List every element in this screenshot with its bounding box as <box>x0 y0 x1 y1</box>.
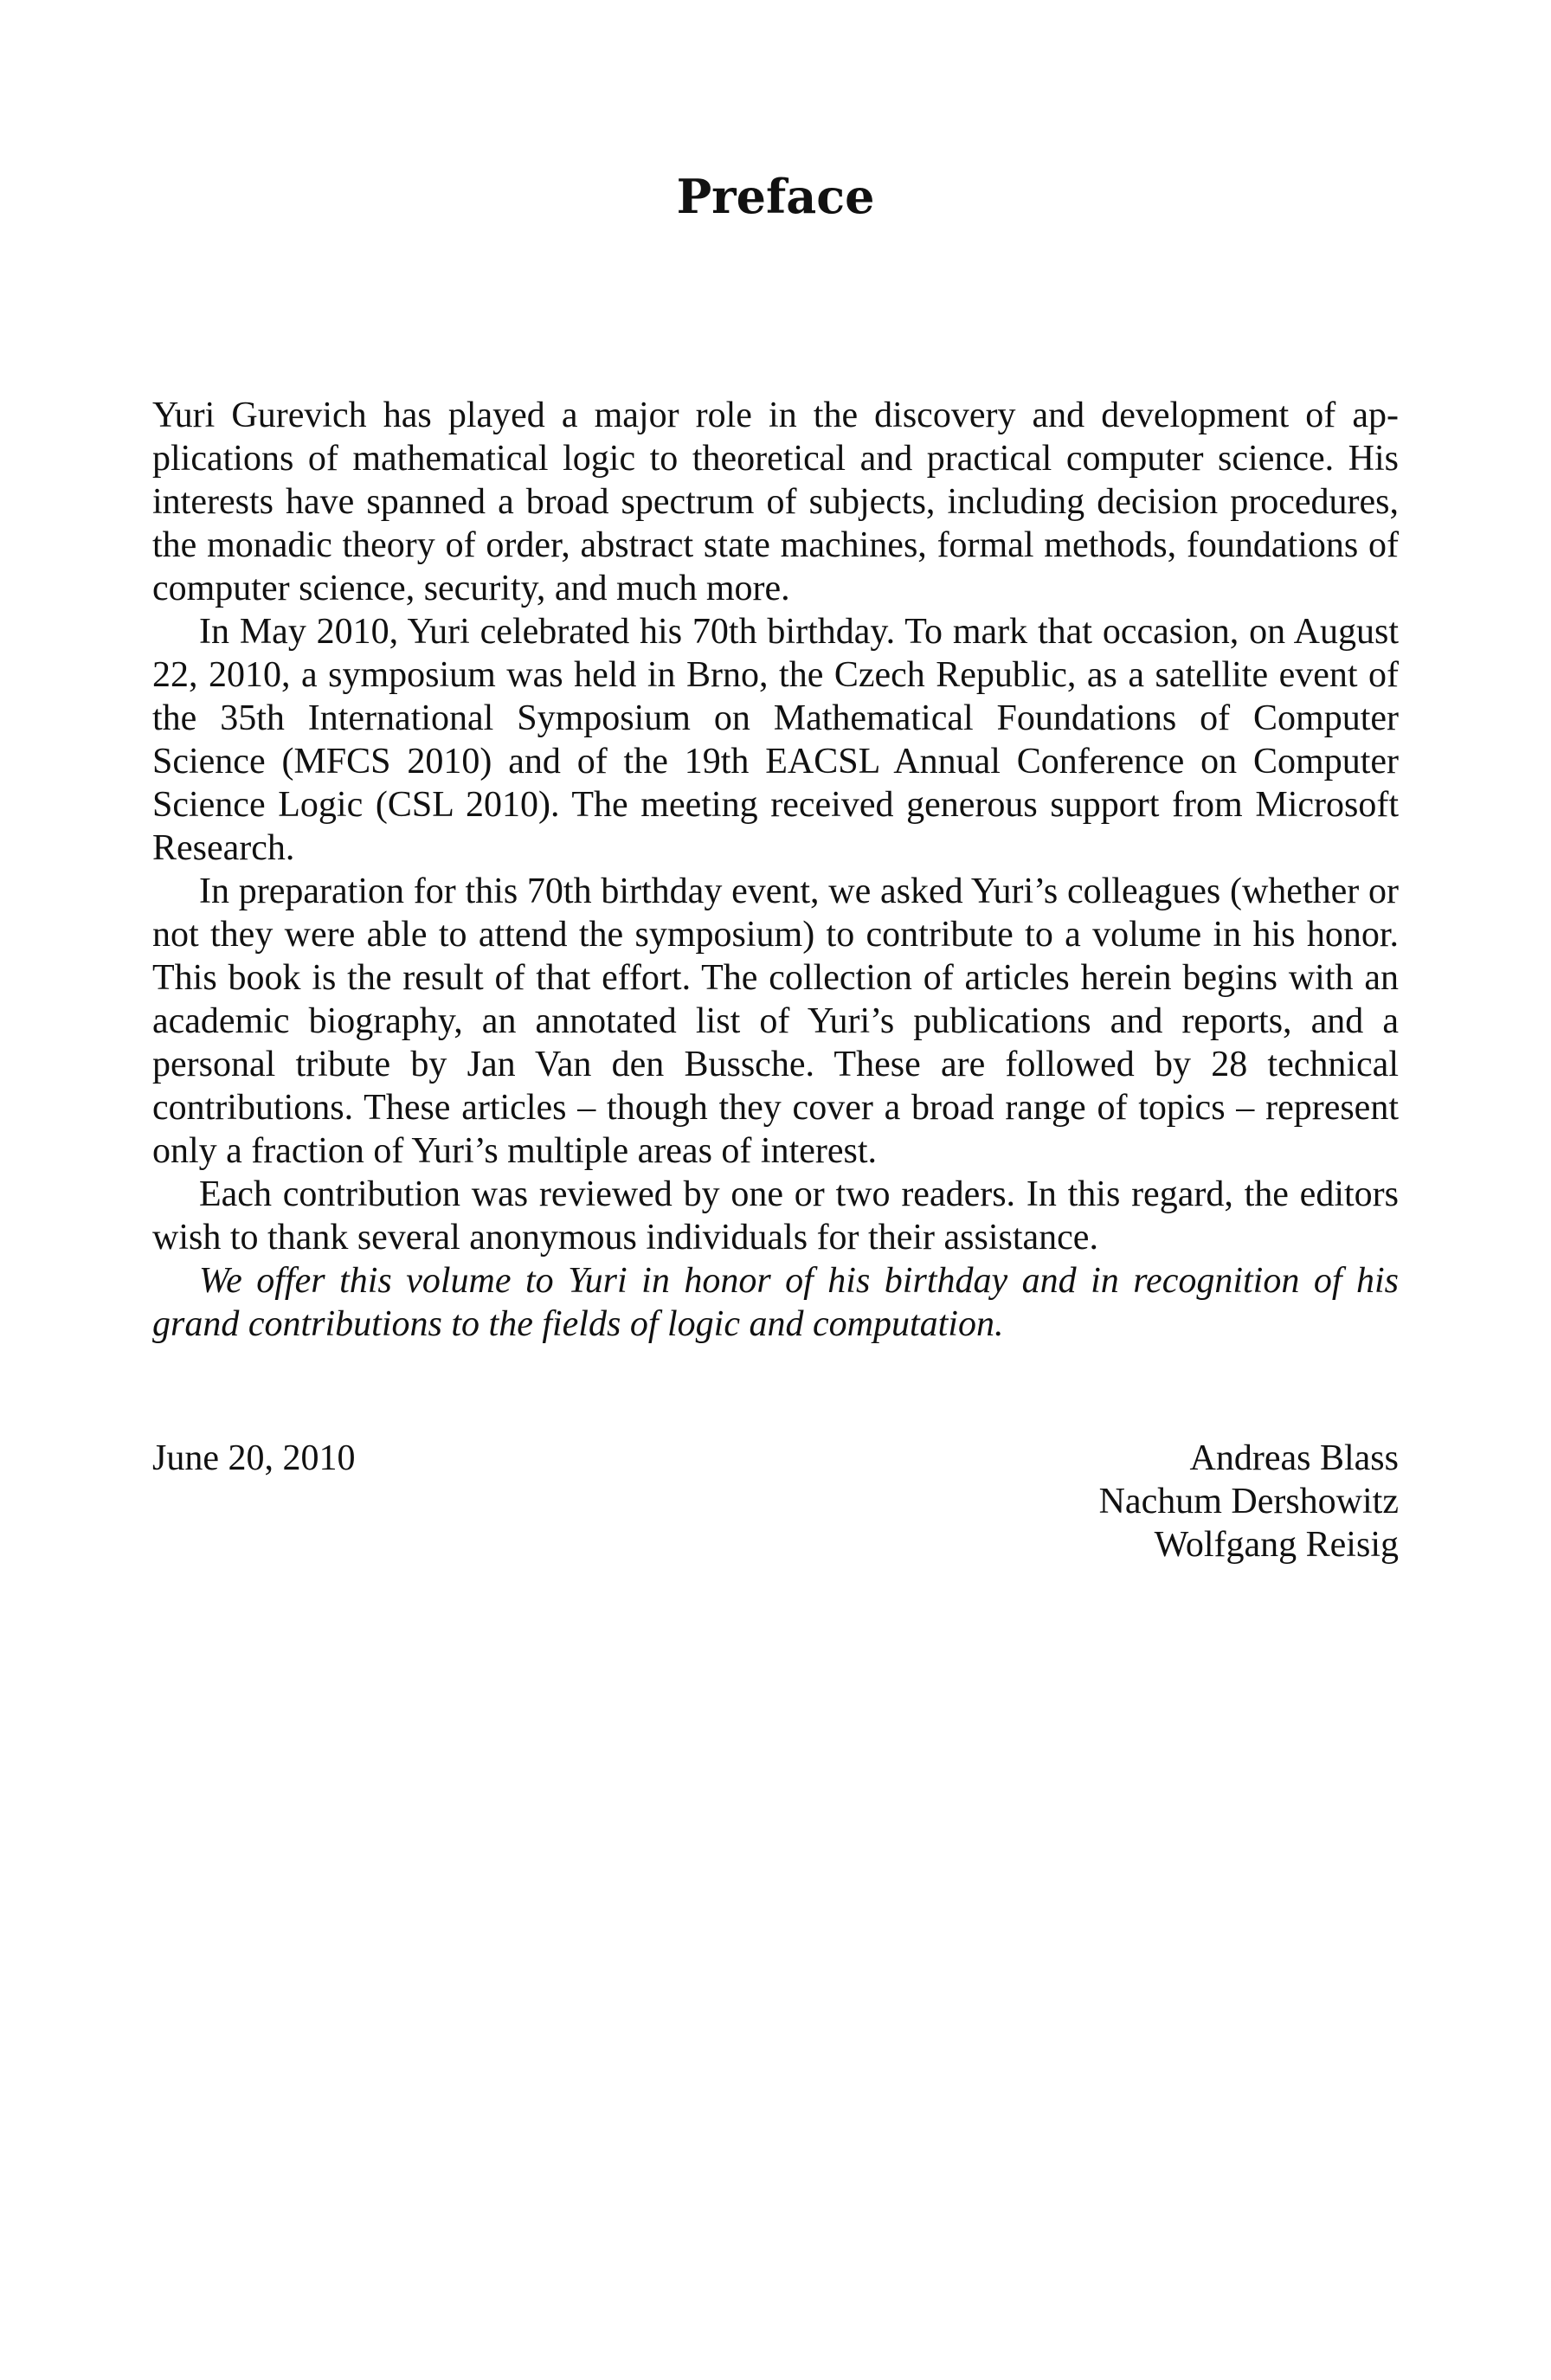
editor-list <box>1099 1437 1399 1566</box>
editor-name: Nachum Dershowitz <box>1098 1482 1399 1521</box>
paragraph-dedication: We offer this volume to Yuri in honor of his birthday and in recognition of his grand contributions to the fields of logic and computation. <box>152 1261 1399 1344</box>
paragraph-birthday: In May 2010, Yuri celebrated his 70th birthday. To mark that occasion, on August 22, 2010, a symposium was held in Brno, the Czech Republic, as a satellite event of the 35th International Symposium on Mathematical Foundations of Computer Science (MFCS 2010) and of the 19th EACSL Annual Conference on Computer Science Logic (CSL 2010). The meeting received generous support from Microsoft Research. <box>152 612 1399 868</box>
editor-name: Andreas Blass <box>1189 1438 1399 1478</box>
preface-date: June 20, 2010 <box>152 1438 356 1478</box>
editor-name: Wolfgang Reisig <box>1154 1525 1399 1565</box>
paragraph-volume: In preparation for this 70th birthday event, we asked Yuri’s colleagues (whether or not they were able to attend the symposium) to contribute to a volume in his honor. This book is the result of that effort. The collection of articles herein begins with an academic biography, an annotated list of Yuri’s publications and reports, and a personal tribute by Jan Van den Bussche. These are followed by 28 technical contributions. These articles – though they cover a broad range of topics – represent only a fraction of Yuri’s multiple areas of interest. <box>152 872 1399 1171</box>
page-title: Preface <box>676 169 875 224</box>
preface-body <box>152 394 1399 1346</box>
paragraph-intro: Yuri Gurevich has played a major role in the discovery and development of applications of mathematical logic to theoretical and practical computer science. His interests have spanned a broad spectrum of subjects, including decision procedures, the monadic theory of order, abstract state machines, formal methods, foundations of computer science, security, and much more. <box>152 396 1399 608</box>
paragraph-reviews: Each contribution was reviewed by one or two readers. In this regard, the editors wish to thank several anonymous individuals for their assistance. <box>152 1174 1399 1258</box>
